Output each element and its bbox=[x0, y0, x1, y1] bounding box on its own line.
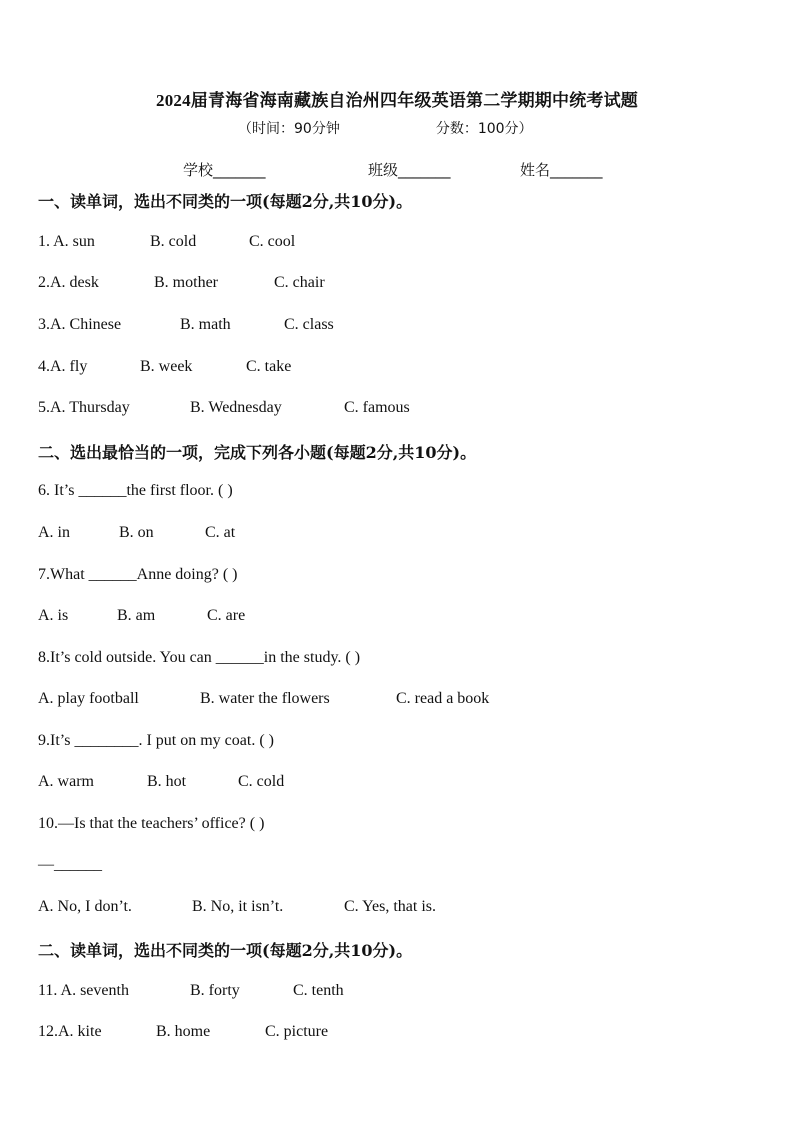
option-c: C. are bbox=[207, 607, 246, 624]
exam-info bbox=[238, 118, 533, 138]
name-field: 姓名_______ bbox=[520, 161, 603, 179]
question-5 bbox=[38, 399, 410, 417]
question-9-stem: 9.It’s ________. I put on my coat. ( ) bbox=[38, 732, 274, 749]
option-c: C. tenth bbox=[293, 982, 344, 999]
option-c: C. take bbox=[246, 358, 292, 375]
option-b: B. Wednesday bbox=[190, 399, 282, 416]
school-field: 学校_______ bbox=[183, 161, 266, 179]
section-heading: 一、读单词，选出不同类的一项(每题2分,共10分)。 bbox=[38, 192, 413, 211]
question-9-options bbox=[38, 773, 284, 791]
page-title: 2024届青海省海南藏族自治州四年级英语第二学期期中统考试题 bbox=[156, 91, 638, 110]
option-a: 4.A. fly bbox=[38, 358, 88, 375]
option-a: A. No, I don’t. bbox=[38, 898, 132, 915]
option-a: A. is bbox=[38, 607, 69, 624]
option-a: 3.A. Chinese bbox=[38, 316, 122, 333]
option-c: C. at bbox=[205, 524, 236, 541]
option-b: B. am bbox=[117, 607, 156, 624]
question-7-options bbox=[38, 607, 245, 625]
option-c: C. famous bbox=[344, 399, 410, 416]
question-7-stem: 7.What ______Anne doing? ( ) bbox=[38, 566, 238, 583]
question-11 bbox=[38, 982, 344, 1000]
exam-time: （时间：90分钟 bbox=[238, 121, 340, 137]
question-4 bbox=[38, 358, 291, 376]
class-field: 班级_______ bbox=[368, 161, 451, 179]
option-b: B. math bbox=[180, 316, 231, 333]
option-b: B. water the flowers bbox=[200, 690, 330, 707]
exam-score: 分数：100分） bbox=[435, 121, 533, 137]
option-b: B. mother bbox=[154, 274, 218, 291]
option-b: B. home bbox=[156, 1023, 211, 1040]
question-6-options bbox=[38, 524, 235, 542]
option-b: B. No, it isn’t. bbox=[192, 898, 284, 915]
option-c: C. cool bbox=[249, 233, 296, 250]
option-a: 12.A. kite bbox=[38, 1023, 102, 1040]
option-b: B. week bbox=[140, 358, 193, 375]
question-3 bbox=[38, 316, 334, 334]
option-c: C. class bbox=[284, 316, 334, 333]
option-a: 2.A. desk bbox=[38, 274, 99, 291]
option-a: 1. A. sun bbox=[38, 233, 95, 250]
answer-blank: —______ bbox=[38, 856, 102, 873]
question-6-stem: 6. It’s ______the first floor. ( ) bbox=[38, 482, 233, 499]
question-2 bbox=[38, 274, 325, 292]
question-12 bbox=[38, 1023, 328, 1041]
option-a: A. warm bbox=[38, 773, 94, 790]
section-heading: 二、选出最恰当的一项，完成下列各小题(每题2分,共10分)。 bbox=[38, 443, 477, 462]
question-1 bbox=[38, 233, 295, 251]
option-c: C. Yes, that is. bbox=[344, 898, 437, 915]
question-10-options bbox=[38, 898, 436, 916]
option-c: C. cold bbox=[238, 773, 285, 790]
option-a: 11. A. seventh bbox=[38, 982, 129, 999]
option-a: A. play football bbox=[38, 690, 139, 707]
question-10-stem: 10.—Is that the teachers’ office? ( ) bbox=[38, 815, 265, 832]
question-8-options bbox=[38, 690, 489, 708]
option-c: C. read a book bbox=[396, 690, 490, 707]
section-heading: 二、读单词，选出不同类的一项(每题2分,共10分)。 bbox=[38, 941, 413, 960]
option-b: B. cold bbox=[150, 233, 197, 250]
option-b: B. on bbox=[119, 524, 154, 541]
option-a: 5.A. Thursday bbox=[38, 399, 130, 416]
option-b: B. forty bbox=[190, 982, 240, 999]
option-b: B. hot bbox=[147, 773, 187, 790]
option-c: C. picture bbox=[265, 1023, 329, 1040]
option-a: A. in bbox=[38, 524, 70, 541]
option-c: C. chair bbox=[274, 274, 325, 291]
question-8-stem: 8.It’s cold outside. You can ______in the study. ( ) bbox=[38, 649, 361, 666]
